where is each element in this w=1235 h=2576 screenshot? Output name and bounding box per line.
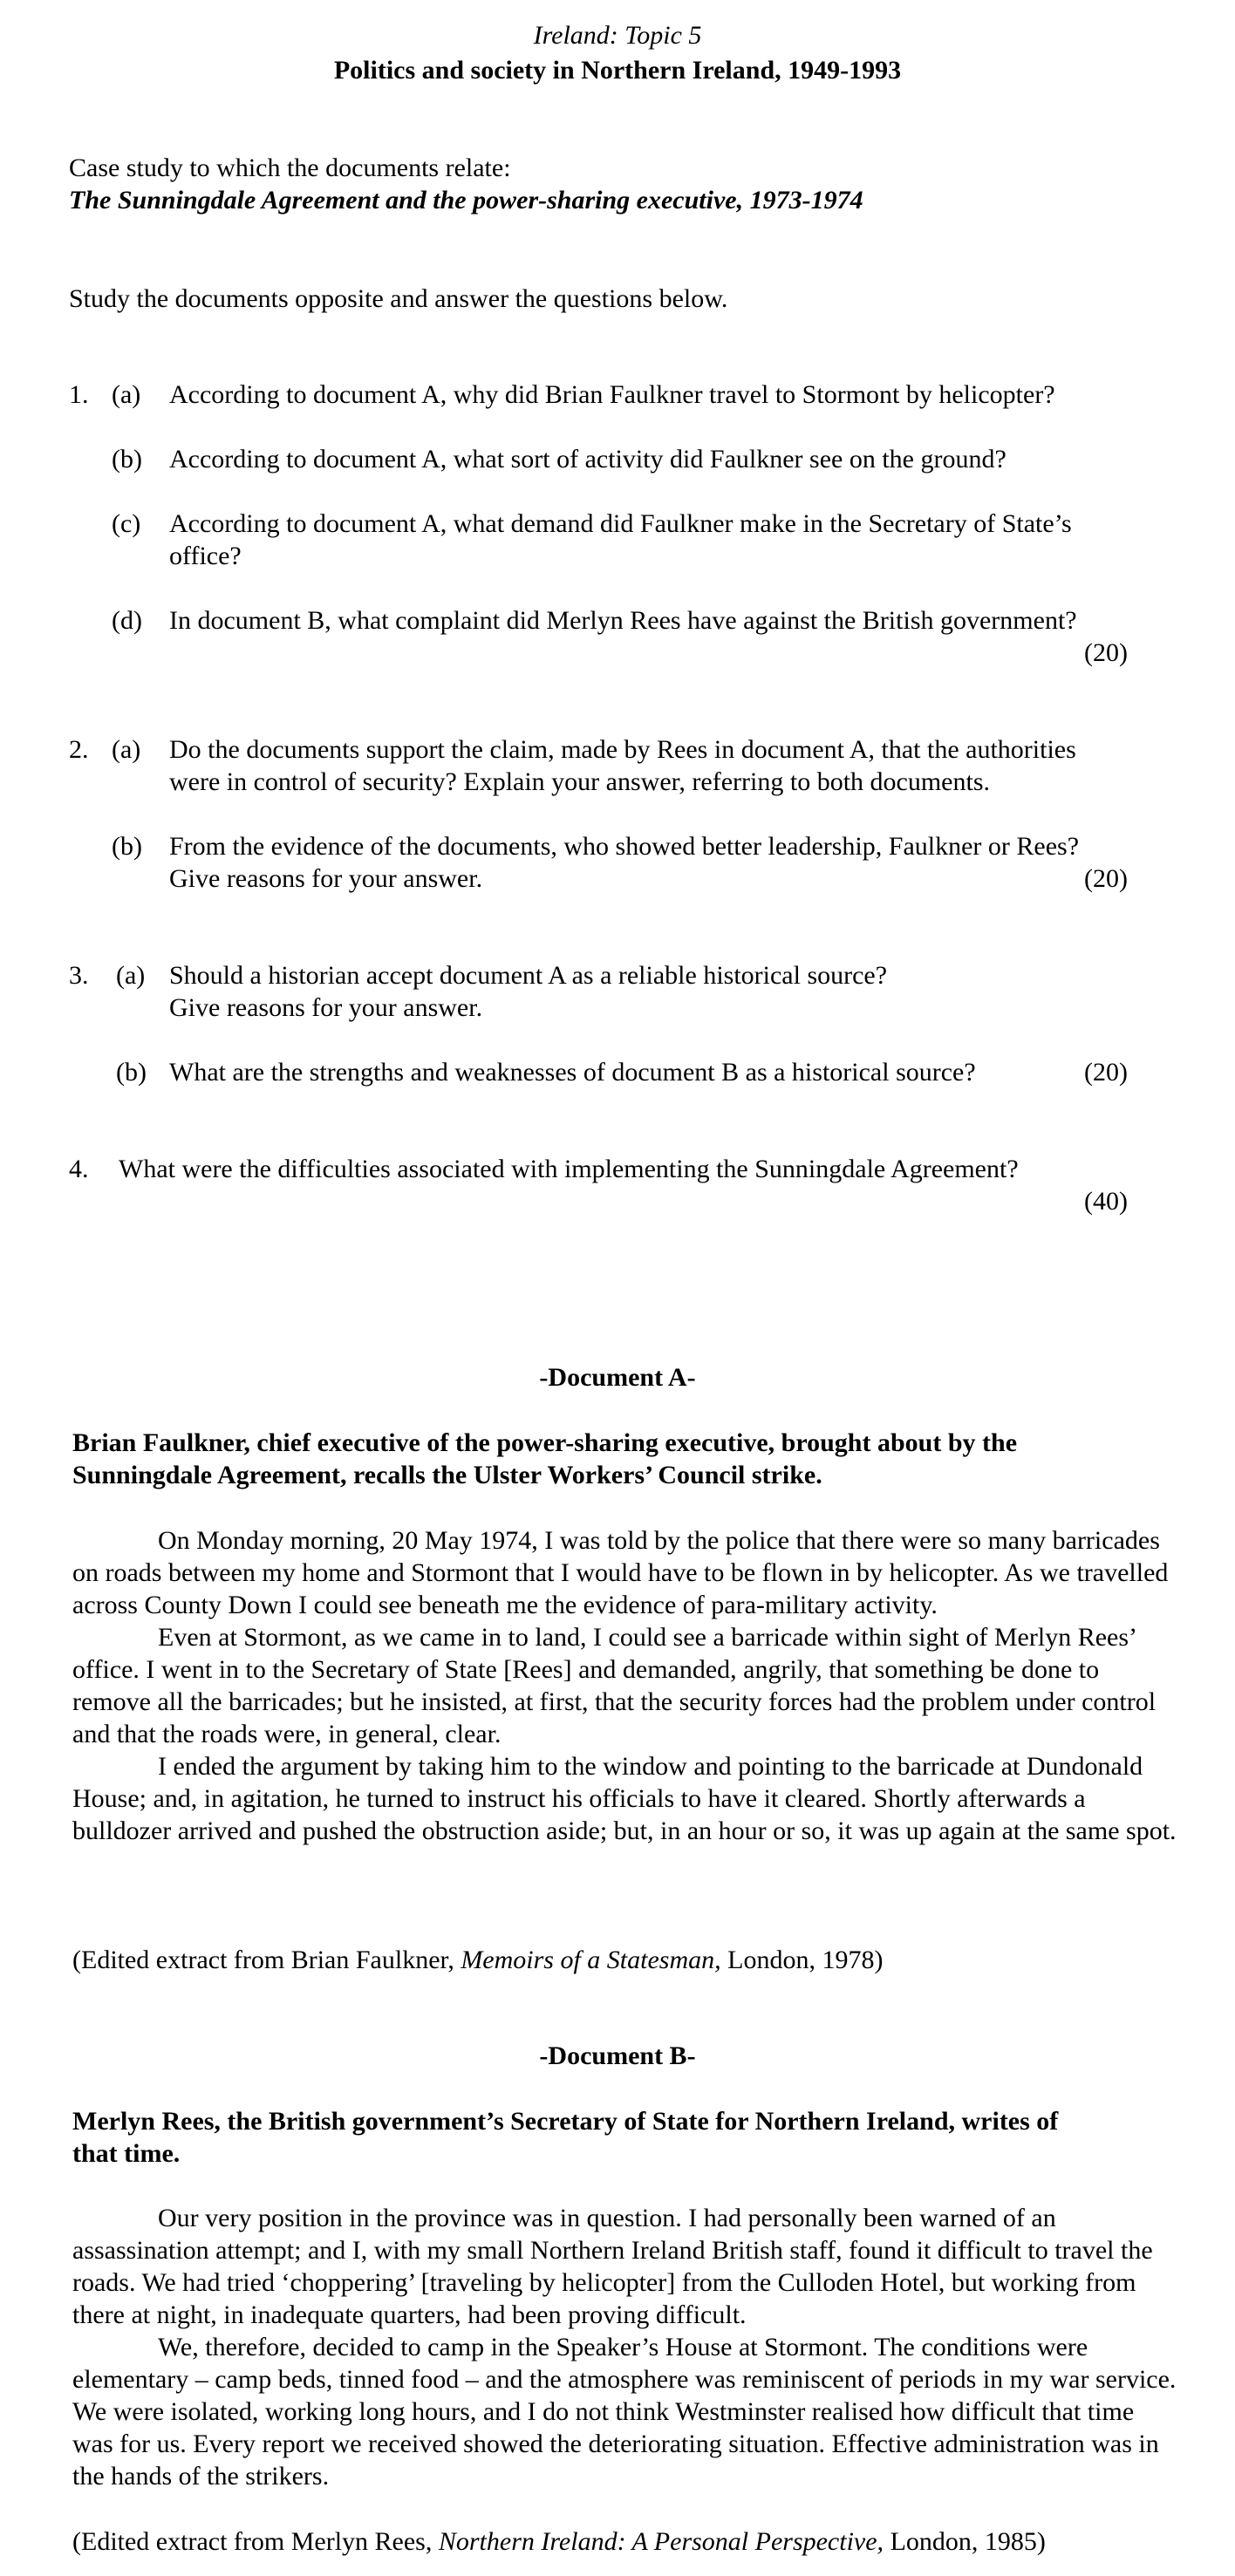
- case-study-title: The Sunningdale Agreement and the power-sharing executive, 1973-1974: [69, 186, 863, 215]
- source-work: Memoirs of a Statesman,: [461, 1946, 721, 1974]
- question-text: What are the strengths and weaknesses of document B as a historical source?: [169, 1058, 976, 1087]
- marks: (20): [1084, 864, 1128, 893]
- question-number: 4.: [69, 1155, 89, 1183]
- paragraph: We, therefore, decided to camp in the Speaker’s House at Stormont. The conditions were elementary – camp beds, tinned food – and the atmosphere was reminiscent of periods in my war service. We were isolated, working long hours, and I do not think Westminster realised how difficult that time was for us. Every report we received showed the deteriorating situation. Effective administration was in the hands of the strikers.: [72, 2333, 1177, 2491]
- source-work: Northern Ireland: A Personal Perspective,: [438, 2527, 884, 2556]
- document-b-intro: Merlyn Rees, the British government’s Secretary of State for Northern Ireland, writes of: [72, 2107, 1059, 2136]
- question-text: According to document A, what demand did Faulkner make in the Secretary of State’s: [169, 509, 1072, 538]
- question-text: From the evidence of the documents, who showed better leadership, Faulkner or Rees?: [169, 832, 1080, 861]
- source-suffix: London, 1985): [884, 2527, 1046, 2556]
- document-b-intro: that time.: [72, 2139, 181, 2168]
- case-study-label: Case study to which the documents relate:: [69, 153, 511, 182]
- question-text: office?: [169, 542, 242, 570]
- part-letter: (b): [116, 1058, 147, 1087]
- document-a-intro: Brian Faulkner, chief executive of the power-sharing executive, brought about by the: [72, 1428, 1018, 1457]
- topic-label: Ireland: Topic 5: [533, 21, 702, 50]
- question-text: Do the documents support the claim, made by Rees in document A, that the authorities: [169, 735, 1076, 764]
- paragraph: Even at Stormont, as we came in to land, I could see a barricade within sight of Merlyn Rees’ office. I went in to the Secretary of State [Rees] and demanded, angrily, that something be done to remove all the barricades; but he insisted, at first, that the security forces had the problem under control and that the roads were, in general, clear.: [72, 1623, 1157, 1748]
- question-text: Should a historian accept document A as a reliable historical source?: [169, 961, 888, 990]
- question-text: In document B, what complaint did Merlyn Rees have against the British government?: [169, 606, 1077, 635]
- marks: (40): [1084, 1187, 1128, 1216]
- question-text: According to document A, what sort of activity did Faulkner see on the ground?: [169, 445, 1006, 474]
- part-letter: (c): [112, 509, 141, 538]
- marks: (20): [1084, 1058, 1128, 1087]
- question-text: According to document A, why did Brian Faulkner travel to Stormont by helicopter?: [169, 380, 1055, 409]
- paragraph: I ended the argument by taking him to the window and pointing to the barricade at Dundonald House; and, in agitation, he turned to instruct his officials to have it cleared. Shortly afterwards a bulldozer arrived and pushed the obstruction aside; but, in an hour or so, it was up again at the same spot.: [72, 1752, 1177, 1845]
- question-text: Give reasons for your answer.: [169, 993, 483, 1022]
- marks: (20): [1084, 638, 1128, 667]
- document-b-source: [72, 2525, 1046, 2558]
- question-number: 1.: [69, 380, 89, 409]
- part-letter: (b): [112, 445, 142, 474]
- question-text: were in control of security? Explain your answer, referring to both documents.: [169, 767, 991, 796]
- question-number: 2.: [69, 735, 89, 764]
- question-text: Give reasons for your answer.: [169, 864, 483, 893]
- page-title: Politics and society in Northern Ireland, 1949-1993: [333, 56, 902, 85]
- part-letter: (a): [112, 735, 141, 764]
- question-number: 3.: [69, 961, 89, 990]
- paragraph: On Monday morning, 20 May 1974, I was told by the police that there were so many barricades on roads between my home and Stormont that I would have to be flown in by helicopter. As we travelled across County Down I could see beneath me the evidence of para-military activity.: [72, 1526, 1169, 1619]
- document-a-heading: -Document A-: [539, 1363, 696, 1392]
- part-letter: (a): [112, 380, 141, 409]
- document-a-body: [72, 1524, 1180, 1847]
- source-prefix: (Edited extract from Merlyn Rees,: [72, 2527, 439, 2556]
- source-prefix: (Edited extract from Brian Faulkner,: [72, 1946, 461, 1974]
- paragraph: Our very position in the province was in question. I had personally been warned of an assassination attempt; and I, with my small Northern Ireland British staff, found it difficult to travel the roads. We had tried ‘choppering’ [traveling by helicopter] from the Culloden Hotel, but working from there at night, in inadequate quarters, had been proving difficult.: [72, 2204, 1153, 2329]
- source-suffix: London, 1978): [720, 1946, 884, 1974]
- document-b-body: [72, 2202, 1180, 2492]
- part-letter: (a): [116, 961, 146, 990]
- document-b-heading: -Document B-: [539, 2041, 696, 2070]
- instructions: Study the documents opposite and answer the questions below.: [69, 284, 728, 313]
- part-letter: (d): [112, 606, 142, 635]
- part-letter: (b): [112, 832, 142, 861]
- document-a-intro: Sunningdale Agreement, recalls the Ulster Workers’ Council strike.: [72, 1461, 822, 1489]
- document-a-source: [72, 1944, 883, 1976]
- question-text: What were the difficulties associated with implementing the Sunningdale Agreement?: [119, 1155, 1019, 1183]
